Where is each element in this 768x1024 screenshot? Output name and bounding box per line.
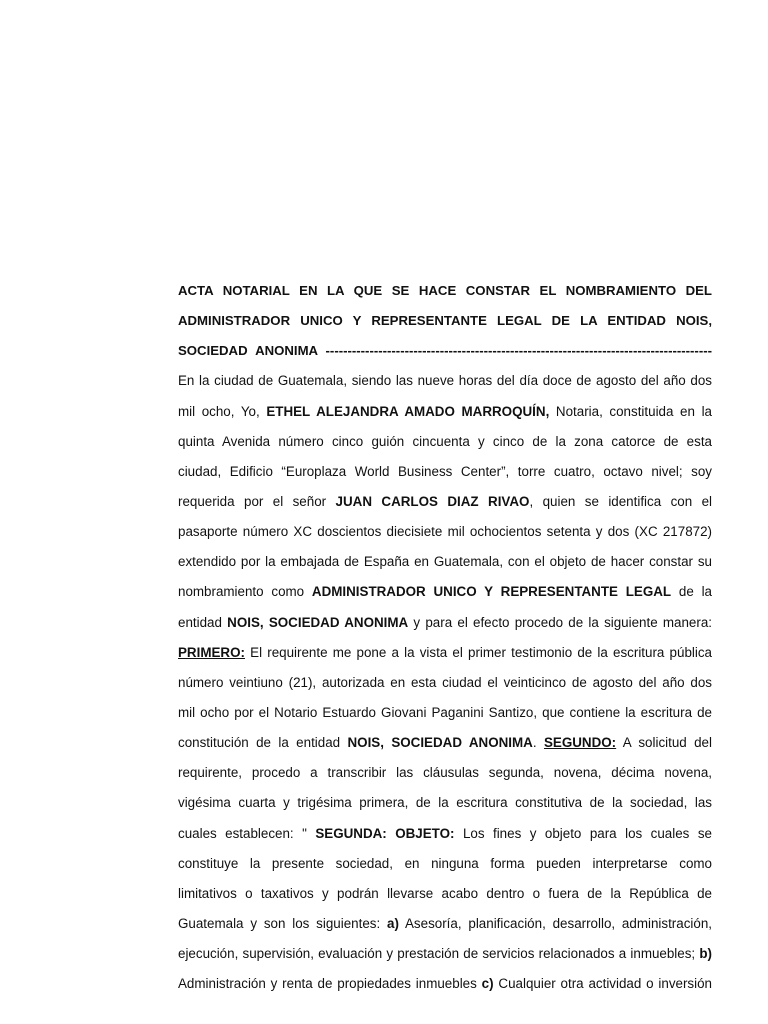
body-line: constitución de la entidad NOIS, SOCIEDAD ANONIMA. SEGUNDO: A solicitud del [178, 735, 712, 751]
body-line: requirente, procedo a transcribir las cláusulas segunda, novena, décima novena, [178, 765, 712, 781]
document-page [178, 276, 712, 999]
title-line-1: ACTA NOTARIAL EN LA QUE SE HACE CONSTAR EL NOMBRAMIENTO DEL [178, 283, 712, 298]
body-line: PRIMERO: El requirente me pone a la vista el primer testimonio de la escritura pública [178, 644, 712, 660]
body-line: mil ocho, Yo, ETHEL ALEJANDRA AMADO MARROQUÍN, Notaria, constituida en la [178, 403, 712, 419]
appointment-title: ADMINISTRADOR UNICO Y REPRESENTANTE LEGAL [311, 584, 672, 600]
body-line: ejecución, supervisión, evaluación y prestación de servicios relacionados a inmuebles; b) [178, 946, 712, 962]
body-line: ciudad, Edificio “Europlaza World Business Center”, torre cuatro, octavo nivel; soy [178, 463, 712, 479]
notary-name: ETHEL ALEJANDRA AMADO MARROQUÍN, [266, 403, 550, 419]
body-line: constituye la presente sociedad, en ninguna forma pueden interpretarse como [178, 855, 712, 871]
entity-name: NOIS, SOCIEDAD ANONIMA [347, 735, 533, 751]
clause-primero-heading: PRIMERO: [178, 644, 245, 660]
list-marker-a: a) [387, 915, 399, 931]
title-line-2: ADMINISTRADOR UNICO Y REPRESENTANTE LEGAL DE LA ENTIDAD NOIS, [178, 313, 712, 329]
body-line: limitativos o taxativos y podrán llevarse acabo dentro o fuera de la República de [178, 885, 712, 901]
list-marker-b: b) [699, 946, 712, 962]
body-line: requerida por el señor JUAN CARLOS DIAZ RIVAO, quien se identifica con el [178, 493, 712, 509]
body-line: quinta Avenida número cinco guión cincuenta y cinco de la zona catorce de esta [178, 433, 712, 449]
body-line: cuales establecen: " SEGUNDA: OBJETO: Los fines y objeto para los cuales se [178, 825, 712, 841]
body-line: mil ocho por el Notario Estuardo Giovani Paganini Santizo, que contiene la escritura de [178, 704, 712, 720]
body-line: nombramiento como ADMINISTRADOR UNICO Y REPRESENTANTE LEGAL de la [178, 584, 712, 600]
body-line: En la ciudad de Guatemala, siendo las nueve horas del día doce de agosto del año dos [178, 373, 712, 389]
body-line: entidad NOIS, SOCIEDAD ANONIMA y para el efecto procedo de la siguiente manera: [178, 614, 712, 630]
body-line: Guatemala y son los siguientes: a) Asesoría, planificación, desarrollo, administración, [178, 915, 712, 931]
body-line: Administración y renta de propiedades inmuebles c) Cualquier otra actividad o inversión [178, 976, 712, 992]
body-line: pasaporte número XC doscientos diecisiete mil ochocientos setenta y dos (XC 217872) [178, 524, 712, 540]
clause-segunda-objeto-heading: SEGUNDA: OBJETO: [315, 825, 455, 841]
title-line-3: SOCIEDAD ANONIMA ---------------------------------------------------------------------------------------- [178, 343, 712, 359]
body-line: número veintiuno (21), autorizada en esta ciudad el veinticinco de agosto del año dos [178, 674, 712, 690]
body-line: vigésima cuarta y trigésima primera, de la escritura constitutiva de la sociedad, las [178, 795, 712, 811]
entity-name: NOIS, SOCIEDAD ANONIMA [227, 614, 409, 630]
clause-segundo-heading: SEGUNDO: [543, 735, 617, 751]
list-marker-c: c) [481, 976, 494, 992]
body-line: extendido por la embajada de España en Guatemala, con el objeto de hacer constar su [178, 554, 712, 570]
requester-name: JUAN CARLOS DIAZ RIVAO [335, 493, 530, 509]
